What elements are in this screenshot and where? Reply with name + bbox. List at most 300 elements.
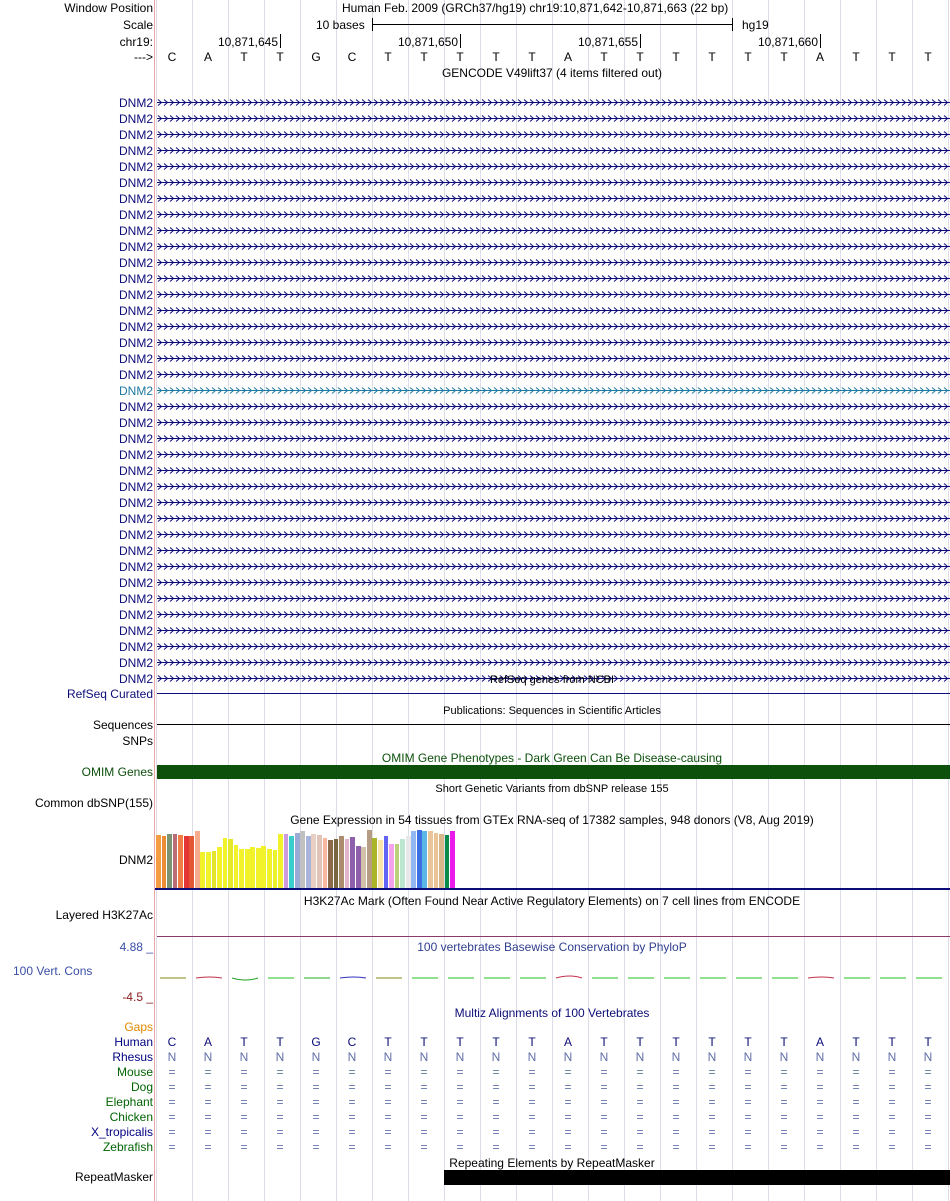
gencode-transcript-label[interactable]: DNM2 bbox=[118, 416, 153, 430]
gtex-tissue-bar[interactable] bbox=[345, 839, 350, 888]
gtex-tissue-bar[interactable] bbox=[372, 838, 377, 888]
multiz-base: = bbox=[888, 1125, 896, 1139]
gtex-tissue-bar[interactable] bbox=[439, 834, 444, 888]
gencode-transcript-label[interactable]: DNM2 bbox=[118, 304, 153, 318]
multiz-base: = bbox=[240, 1095, 248, 1109]
gtex-tissue-bar[interactable] bbox=[417, 830, 422, 888]
gencode-transcript-line[interactable] bbox=[157, 323, 950, 330]
multiz-base: T bbox=[420, 1035, 428, 1049]
sequence-base: T bbox=[600, 50, 608, 64]
multiz-base: = bbox=[564, 1095, 572, 1109]
gtex-tissue-bar[interactable] bbox=[323, 838, 328, 888]
gtex-tissue-bar[interactable] bbox=[273, 850, 278, 888]
multiz-base: = bbox=[564, 1110, 572, 1124]
ruler-tick-mark bbox=[280, 34, 281, 48]
gencode-transcript-line[interactable] bbox=[157, 611, 950, 618]
multiz-base: = bbox=[168, 1125, 176, 1139]
gtex-tissue-bar[interactable] bbox=[256, 848, 261, 888]
multiz-species-label[interactable]: Elephant bbox=[105, 1095, 153, 1109]
gencode-transcript-label[interactable]: DNM2 bbox=[118, 400, 153, 414]
multiz-base: = bbox=[456, 1140, 464, 1154]
multiz-base: = bbox=[420, 1110, 428, 1124]
gtex-tissue-bar[interactable] bbox=[328, 840, 333, 888]
multiz-base: = bbox=[888, 1080, 896, 1094]
gencode-transcript-line[interactable] bbox=[157, 659, 950, 666]
gencode-transcript-line[interactable] bbox=[157, 227, 950, 234]
gencode-transcript-label[interactable]: DNM2 bbox=[118, 256, 153, 270]
gencode-transcript-line[interactable] bbox=[157, 451, 950, 458]
scale-bar bbox=[372, 24, 733, 25]
cons-track-title[interactable]: 100 vertebrates Basewise Conservation by PhyloP bbox=[417, 940, 687, 954]
multiz-base: C bbox=[167, 1035, 177, 1049]
multiz-base: T bbox=[276, 1035, 284, 1049]
multiz-base: = bbox=[636, 1095, 644, 1109]
multiz-base: = bbox=[852, 1065, 860, 1079]
multiz-base: T bbox=[888, 1035, 896, 1049]
multiz-base: = bbox=[420, 1140, 428, 1154]
gtex-tissue-bar[interactable] bbox=[300, 831, 305, 888]
multiz-base: = bbox=[492, 1140, 500, 1154]
gencode-transcript-label[interactable]: DNM2 bbox=[118, 160, 153, 174]
multiz-base: = bbox=[924, 1110, 932, 1124]
gtex-tissue-bar[interactable] bbox=[284, 834, 289, 888]
ruler-tick-mark bbox=[820, 34, 821, 48]
conservation-segment bbox=[556, 976, 582, 978]
multiz-base: N bbox=[419, 1050, 429, 1064]
gencode-transcript-line[interactable] bbox=[157, 627, 950, 634]
multiz-base: = bbox=[852, 1110, 860, 1124]
gtex-tissue-bar[interactable] bbox=[400, 839, 405, 888]
multiz-species-label[interactable]: Zebrafish bbox=[102, 1140, 153, 1154]
conservation-segment bbox=[808, 977, 834, 978]
sequence-base: C bbox=[347, 50, 357, 64]
ruler-tick-label: 10,871,645 bbox=[217, 35, 278, 49]
h3k27ac-track-title[interactable]: H3K27Ac Mark (Often Found Near Active Regulatory Elements) on 7 cell lines from ENCODE bbox=[303, 894, 801, 908]
sequence-base: T bbox=[708, 50, 716, 64]
gencode-transcript-line[interactable] bbox=[157, 467, 950, 474]
multiz-base: = bbox=[816, 1110, 824, 1124]
multiz-base: = bbox=[672, 1095, 680, 1109]
multiz-base: = bbox=[528, 1140, 536, 1154]
gtex-tissue-bar[interactable] bbox=[367, 830, 372, 888]
multiz-base: = bbox=[780, 1095, 788, 1109]
multiz-base: = bbox=[240, 1125, 248, 1139]
repeat-label[interactable]: RepeatMasker bbox=[74, 1170, 153, 1184]
multiz-base: = bbox=[312, 1080, 320, 1094]
gtex-tissue-bar[interactable] bbox=[445, 835, 450, 888]
refseq-track-title[interactable]: RefSeq genes from NCBI bbox=[489, 674, 615, 686]
gtex-tissue-bar[interactable] bbox=[212, 851, 217, 888]
sequence-base: A bbox=[563, 50, 573, 64]
gencode-transcript-line[interactable] bbox=[157, 115, 950, 122]
gencode-transcript-line[interactable] bbox=[157, 387, 950, 394]
multiz-base: = bbox=[672, 1065, 680, 1079]
pubs-line[interactable] bbox=[157, 724, 950, 725]
gencode-transcript-label[interactable]: DNM2 bbox=[118, 496, 153, 510]
gencode-transcript-label[interactable]: DNM2 bbox=[118, 208, 153, 222]
gtex-tissue-bar[interactable] bbox=[378, 840, 383, 888]
multiz-base: N bbox=[599, 1050, 609, 1064]
multiz-base: T bbox=[672, 1035, 680, 1049]
multiz-species-label[interactable]: Human bbox=[114, 1035, 153, 1049]
gtex-tissue-bar[interactable] bbox=[189, 836, 194, 888]
multiz-base: = bbox=[492, 1110, 500, 1124]
multiz-base: = bbox=[168, 1065, 176, 1079]
multiz-base: = bbox=[888, 1140, 896, 1154]
multiz-base: = bbox=[708, 1125, 716, 1139]
multiz-base: N bbox=[671, 1050, 681, 1064]
multiz-species-label[interactable]: Mouse bbox=[116, 1065, 153, 1079]
multiz-base: N bbox=[635, 1050, 645, 1064]
gencode-transcript-label[interactable]: DNM2 bbox=[118, 288, 153, 302]
multiz-base: N bbox=[203, 1050, 213, 1064]
multiz-base: = bbox=[348, 1080, 356, 1094]
gtex-track-title[interactable]: Gene Expression in 54 tissues from GTEx RNA-seq of 17382 samples, 948 donors (V8, Aug 2019) bbox=[290, 813, 814, 827]
scale-text: 10 bases bbox=[316, 18, 365, 32]
omim-track-title[interactable]: OMIM Gene Phenotypes - Dark Green Can Be Disease-causing bbox=[381, 751, 723, 765]
multiz-base: N bbox=[815, 1050, 825, 1064]
gencode-transcript-label[interactable]: DNM2 bbox=[118, 656, 153, 670]
gencode-transcript-line[interactable] bbox=[157, 275, 950, 282]
cons-min-label: -4.5 _ bbox=[122, 990, 153, 1004]
gencode-transcript-label[interactable]: DNM2 bbox=[118, 512, 153, 526]
gencode-transcript-label[interactable]: DNM2 bbox=[118, 176, 153, 190]
multiz-base: = bbox=[348, 1110, 356, 1124]
assembly-label: hg19 bbox=[742, 18, 769, 32]
gencode-transcript-line[interactable] bbox=[157, 547, 950, 554]
multiz-base: = bbox=[708, 1065, 716, 1079]
gencode-transcript-label[interactable]: DNM2 bbox=[118, 368, 153, 382]
gtex-tissue-bar[interactable] bbox=[278, 834, 283, 888]
gencode-transcript-label[interactable]: DNM2 bbox=[118, 96, 153, 110]
gencode-transcript-line[interactable] bbox=[157, 291, 950, 298]
multiz-base: N bbox=[563, 1050, 573, 1064]
gencode-transcript-line[interactable] bbox=[157, 435, 950, 442]
gtex-tissue-bar[interactable] bbox=[384, 836, 389, 888]
gtex-tissue-bar[interactable] bbox=[295, 833, 300, 888]
gtex-tissue-bar[interactable] bbox=[395, 844, 400, 888]
gencode-transcript-line[interactable] bbox=[157, 147, 950, 154]
gtex-tissue-bar[interactable] bbox=[239, 849, 244, 888]
gtex-tissue-bar[interactable] bbox=[289, 836, 294, 888]
gencode-transcript-label[interactable]: DNM2 bbox=[118, 560, 153, 574]
gtex-tissue-bar[interactable] bbox=[173, 834, 178, 888]
multiz-base: T bbox=[600, 1035, 608, 1049]
gencode-transcript-line[interactable] bbox=[157, 419, 950, 426]
gtex-tissue-bar[interactable] bbox=[422, 831, 427, 888]
gtex-tissue-bar[interactable] bbox=[389, 844, 394, 888]
sequence-base: T bbox=[744, 50, 752, 64]
gtex-tissue-bar[interactable] bbox=[450, 831, 455, 888]
multiz-base: = bbox=[312, 1140, 320, 1154]
gencode-transcript-label[interactable]: DNM2 bbox=[118, 320, 153, 334]
gtex-tissue-bar[interactable] bbox=[306, 836, 311, 888]
gtex-tissue-bar[interactable] bbox=[195, 831, 200, 888]
multiz-base: = bbox=[888, 1095, 896, 1109]
multiz-base: = bbox=[240, 1065, 248, 1079]
multiz-base: = bbox=[708, 1080, 716, 1094]
gencode-transcript-line[interactable] bbox=[157, 339, 950, 346]
multiz-base: = bbox=[240, 1080, 248, 1094]
multiz-base: = bbox=[744, 1125, 752, 1139]
gencode-transcript-label[interactable]: DNM2 bbox=[118, 592, 153, 606]
multiz-species-label[interactable]: X_tropicalis bbox=[90, 1125, 153, 1139]
multiz-base: = bbox=[780, 1065, 788, 1079]
multiz-base: = bbox=[528, 1065, 536, 1079]
multiz-base: = bbox=[204, 1140, 212, 1154]
refseq-label[interactable]: RefSeq Curated bbox=[66, 687, 153, 701]
gtex-tissue-bar[interactable] bbox=[162, 836, 167, 888]
gencode-transcript-line[interactable] bbox=[157, 163, 950, 170]
gencode-transcript-label[interactable]: DNM2 bbox=[118, 352, 153, 366]
gencode-transcript-line[interactable] bbox=[157, 195, 950, 202]
multiz-species-label[interactable]: Dog bbox=[130, 1080, 153, 1094]
gtex-tissue-bar[interactable] bbox=[350, 837, 355, 888]
conservation-graph[interactable] bbox=[156, 970, 950, 990]
multiz-base: = bbox=[636, 1080, 644, 1094]
multiz-base: = bbox=[780, 1110, 788, 1124]
multiz-base: = bbox=[456, 1125, 464, 1139]
gencode-transcript-line[interactable] bbox=[157, 403, 950, 410]
multiz-base: = bbox=[636, 1140, 644, 1154]
gtex-tissue-bar[interactable] bbox=[267, 849, 272, 888]
label-separator-line bbox=[154, 0, 155, 1201]
gtex-tissue-bar[interactable] bbox=[428, 831, 433, 888]
gencode-transcript-line[interactable] bbox=[157, 515, 950, 522]
multiz-base: = bbox=[348, 1095, 356, 1109]
gtex-tissue-bar[interactable] bbox=[206, 852, 211, 888]
multiz-base: = bbox=[600, 1095, 608, 1109]
multiz-base: = bbox=[924, 1095, 932, 1109]
multiz-base: = bbox=[744, 1110, 752, 1124]
gtex-label[interactable]: DNM2 bbox=[118, 853, 153, 867]
multiz-base: = bbox=[528, 1095, 536, 1109]
gencode-transcript-line[interactable] bbox=[157, 131, 950, 138]
multiz-base: = bbox=[672, 1110, 680, 1124]
multiz-base: = bbox=[420, 1080, 428, 1094]
gtex-tissue-bar[interactable] bbox=[356, 846, 361, 888]
multiz-base: = bbox=[672, 1125, 680, 1139]
multiz-base: N bbox=[311, 1050, 321, 1064]
gencode-transcript-label[interactable]: DNM2 bbox=[118, 672, 153, 686]
repeat-track-title[interactable]: Repeating Elements by RepeatMasker bbox=[449, 1156, 655, 1170]
multiz-base: = bbox=[348, 1125, 356, 1139]
multiz-species-label[interactable]: Chicken bbox=[109, 1110, 153, 1124]
gencode-transcript-label[interactable]: DNM2 bbox=[118, 576, 153, 590]
dbsnp-track-title[interactable]: Short Genetic Variants from dbSNP release 155 bbox=[435, 783, 669, 795]
pubs-label[interactable]: Sequences bbox=[92, 718, 153, 732]
gencode-transcript-label[interactable]: DNM2 bbox=[118, 144, 153, 158]
multiz-base: = bbox=[600, 1125, 608, 1139]
sequence-base: T bbox=[852, 50, 860, 64]
gtex-tissue-bar[interactable] bbox=[167, 834, 172, 888]
gencode-transcript-line[interactable] bbox=[157, 499, 950, 506]
multiz-base: = bbox=[204, 1065, 212, 1079]
gtex-tissue-bar[interactable] bbox=[261, 846, 266, 888]
refseq-gene-line[interactable] bbox=[157, 693, 950, 694]
gencode-track-title[interactable]: GENCODE V49lift37 (4 items filtered out) bbox=[441, 66, 663, 80]
multiz-base: = bbox=[276, 1110, 284, 1124]
gencode-transcript-line[interactable] bbox=[157, 563, 950, 570]
gencode-transcript-label[interactable]: DNM2 bbox=[118, 448, 153, 462]
gencode-transcript-label[interactable]: DNM2 bbox=[118, 480, 153, 494]
gencode-transcript-label[interactable]: DNM2 bbox=[118, 624, 153, 638]
gencode-transcript-line[interactable] bbox=[157, 643, 950, 650]
gencode-transcript-line[interactable] bbox=[157, 259, 950, 266]
gencode-transcript-line[interactable] bbox=[157, 99, 950, 106]
multiz-base: = bbox=[492, 1065, 500, 1079]
multiz-base: = bbox=[852, 1140, 860, 1154]
multiz-base: = bbox=[492, 1125, 500, 1139]
gtex-tissue-bar[interactable] bbox=[217, 847, 222, 888]
ruler-tick-mark bbox=[460, 34, 461, 48]
multiz-base: = bbox=[384, 1095, 392, 1109]
gtex-tissue-bar[interactable] bbox=[250, 847, 255, 888]
gencode-transcript-label[interactable]: DNM2 bbox=[118, 528, 153, 542]
multiz-base: = bbox=[276, 1125, 284, 1139]
gencode-transcript-line[interactable] bbox=[157, 483, 950, 490]
sequence-base: C bbox=[167, 50, 177, 64]
gtex-tissue-bar[interactable] bbox=[234, 845, 239, 888]
multiz-base: A bbox=[563, 1035, 573, 1049]
sequence-base: T bbox=[384, 50, 392, 64]
gencode-transcript-label[interactable]: DNM2 bbox=[118, 192, 153, 206]
multiz-track-title[interactable]: Multiz Alignments of 100 Vertebrates bbox=[454, 1006, 650, 1020]
multiz-base: = bbox=[708, 1110, 716, 1124]
gencode-transcript-label[interactable]: DNM2 bbox=[118, 640, 153, 654]
gtex-tissue-bar[interactable] bbox=[434, 833, 439, 888]
sequence-base: T bbox=[528, 50, 536, 64]
gencode-transcript-label[interactable]: DNM2 bbox=[118, 240, 153, 254]
gencode-transcript-line[interactable] bbox=[157, 579, 950, 586]
multiz-base: = bbox=[240, 1110, 248, 1124]
chrom-label: chr19: bbox=[119, 35, 153, 49]
snps-label[interactable]: SNPs bbox=[122, 734, 153, 748]
gtex-tissue-bar[interactable] bbox=[178, 835, 183, 888]
multiz-base: = bbox=[528, 1110, 536, 1124]
multiz-base: N bbox=[707, 1050, 717, 1064]
gencode-transcript-line[interactable] bbox=[157, 307, 950, 314]
gencode-transcript-line[interactable] bbox=[157, 211, 950, 218]
sequence-base: T bbox=[780, 50, 788, 64]
gtex-tissue-bar[interactable] bbox=[361, 847, 366, 888]
gtex-tissue-bar[interactable] bbox=[228, 839, 233, 888]
cons-max-label: 4.88 _ bbox=[119, 940, 153, 954]
multiz-base: N bbox=[239, 1050, 249, 1064]
multiz-base: = bbox=[636, 1065, 644, 1079]
dbsnp-label[interactable]: Common dbSNP(155) bbox=[34, 796, 153, 810]
multiz-base: = bbox=[276, 1095, 284, 1109]
gencode-transcript-line[interactable] bbox=[157, 243, 950, 250]
multiz-base: T bbox=[492, 1035, 500, 1049]
multiz-base: = bbox=[672, 1140, 680, 1154]
h3k27ac-label[interactable]: Layered H3K27Ac bbox=[55, 908, 153, 922]
gtex-tissue-bar[interactable] bbox=[200, 852, 205, 888]
multiz-base: N bbox=[887, 1050, 897, 1064]
window-position-label: Window Position bbox=[64, 1, 153, 15]
cons-label[interactable]: 100 Vert. Cons bbox=[13, 964, 93, 978]
repeat-element-bar[interactable] bbox=[444, 1170, 950, 1185]
gtex-tissue-bar[interactable] bbox=[317, 835, 322, 888]
sequence-base: T bbox=[672, 50, 680, 64]
multiz-base: N bbox=[347, 1050, 357, 1064]
h3k27ac-signal-line[interactable] bbox=[157, 936, 950, 937]
multiz-species-label[interactable]: Rhesus bbox=[112, 1050, 153, 1064]
multiz-base: = bbox=[852, 1095, 860, 1109]
gtex-tissue-bar[interactable] bbox=[334, 839, 339, 888]
multiz-base: = bbox=[924, 1140, 932, 1154]
gencode-transcript-line[interactable] bbox=[157, 595, 950, 602]
gencode-transcript-line[interactable] bbox=[157, 355, 950, 362]
multiz-base: = bbox=[456, 1080, 464, 1094]
gaps-label[interactable]: Gaps bbox=[124, 1020, 153, 1034]
multiz-base: = bbox=[168, 1080, 176, 1094]
multiz-base: = bbox=[744, 1095, 752, 1109]
ruler-tick-label: 10,871,655 bbox=[577, 35, 638, 49]
multiz-base: = bbox=[492, 1095, 500, 1109]
gencode-transcript-label[interactable]: DNM2 bbox=[118, 336, 153, 350]
sequence-base: T bbox=[420, 50, 428, 64]
gtex-tissue-bar[interactable] bbox=[245, 849, 250, 888]
omim-label[interactable]: OMIM Genes bbox=[81, 765, 153, 779]
gencode-transcript-label[interactable]: DNM2 bbox=[118, 128, 153, 142]
multiz-base: = bbox=[384, 1080, 392, 1094]
multiz-base: = bbox=[384, 1110, 392, 1124]
gtex-tissue-bar[interactable] bbox=[406, 836, 411, 888]
gtex-tissue-bar[interactable] bbox=[156, 835, 161, 888]
gencode-transcript-line[interactable] bbox=[157, 531, 950, 538]
multiz-base: A bbox=[815, 1035, 825, 1049]
multiz-base: N bbox=[779, 1050, 789, 1064]
gencode-transcript-label[interactable]: DNM2 bbox=[118, 544, 153, 558]
window-position-title[interactable]: Human Feb. 2009 (GRCh37/hg19) chr19:10,871,642-10,871,663 (22 bp) bbox=[342, 1, 729, 15]
multiz-base: = bbox=[204, 1080, 212, 1094]
multiz-base: = bbox=[312, 1125, 320, 1139]
conservation-segment bbox=[340, 977, 366, 978]
gtex-tissue-bar[interactable] bbox=[339, 836, 344, 888]
multiz-base: = bbox=[492, 1080, 500, 1094]
gencode-transcript-label[interactable]: DNM2 bbox=[118, 272, 153, 286]
sequence-base: T bbox=[240, 50, 248, 64]
multiz-base: N bbox=[383, 1050, 393, 1064]
multiz-base: T bbox=[636, 1035, 644, 1049]
gtex-tissue-bar[interactable] bbox=[311, 834, 316, 888]
gencode-transcript-label[interactable]: DNM2 bbox=[118, 112, 153, 126]
gencode-transcript-line[interactable] bbox=[157, 179, 950, 186]
sequence-base: G bbox=[311, 50, 321, 64]
gencode-transcript-label[interactable]: DNM2 bbox=[118, 608, 153, 622]
multiz-base: N bbox=[923, 1050, 933, 1064]
gtex-tissue-bar[interactable] bbox=[223, 838, 228, 888]
gtex-tissue-bar[interactable] bbox=[411, 831, 416, 888]
gencode-transcript-label[interactable]: DNM2 bbox=[118, 432, 153, 446]
multiz-base: = bbox=[600, 1065, 608, 1079]
multiz-base: N bbox=[851, 1050, 861, 1064]
gtex-tissue-bar[interactable] bbox=[184, 836, 189, 888]
omim-gene-bar[interactable] bbox=[157, 765, 950, 779]
gencode-transcript-label[interactable]: DNM2 bbox=[118, 224, 153, 238]
multiz-base: = bbox=[240, 1140, 248, 1154]
multiz-base: = bbox=[456, 1095, 464, 1109]
multiz-base: = bbox=[420, 1095, 428, 1109]
gencode-transcript-label[interactable]: DNM2 bbox=[118, 464, 153, 478]
pubs-track-title[interactable]: Publications: Sequences in Scientific Articles bbox=[443, 705, 661, 717]
gencode-transcript-line[interactable] bbox=[157, 371, 950, 378]
multiz-base: = bbox=[384, 1140, 392, 1154]
multiz-base: = bbox=[636, 1125, 644, 1139]
gencode-transcript-label[interactable]: DNM2 bbox=[118, 384, 153, 398]
multiz-base: = bbox=[420, 1125, 428, 1139]
